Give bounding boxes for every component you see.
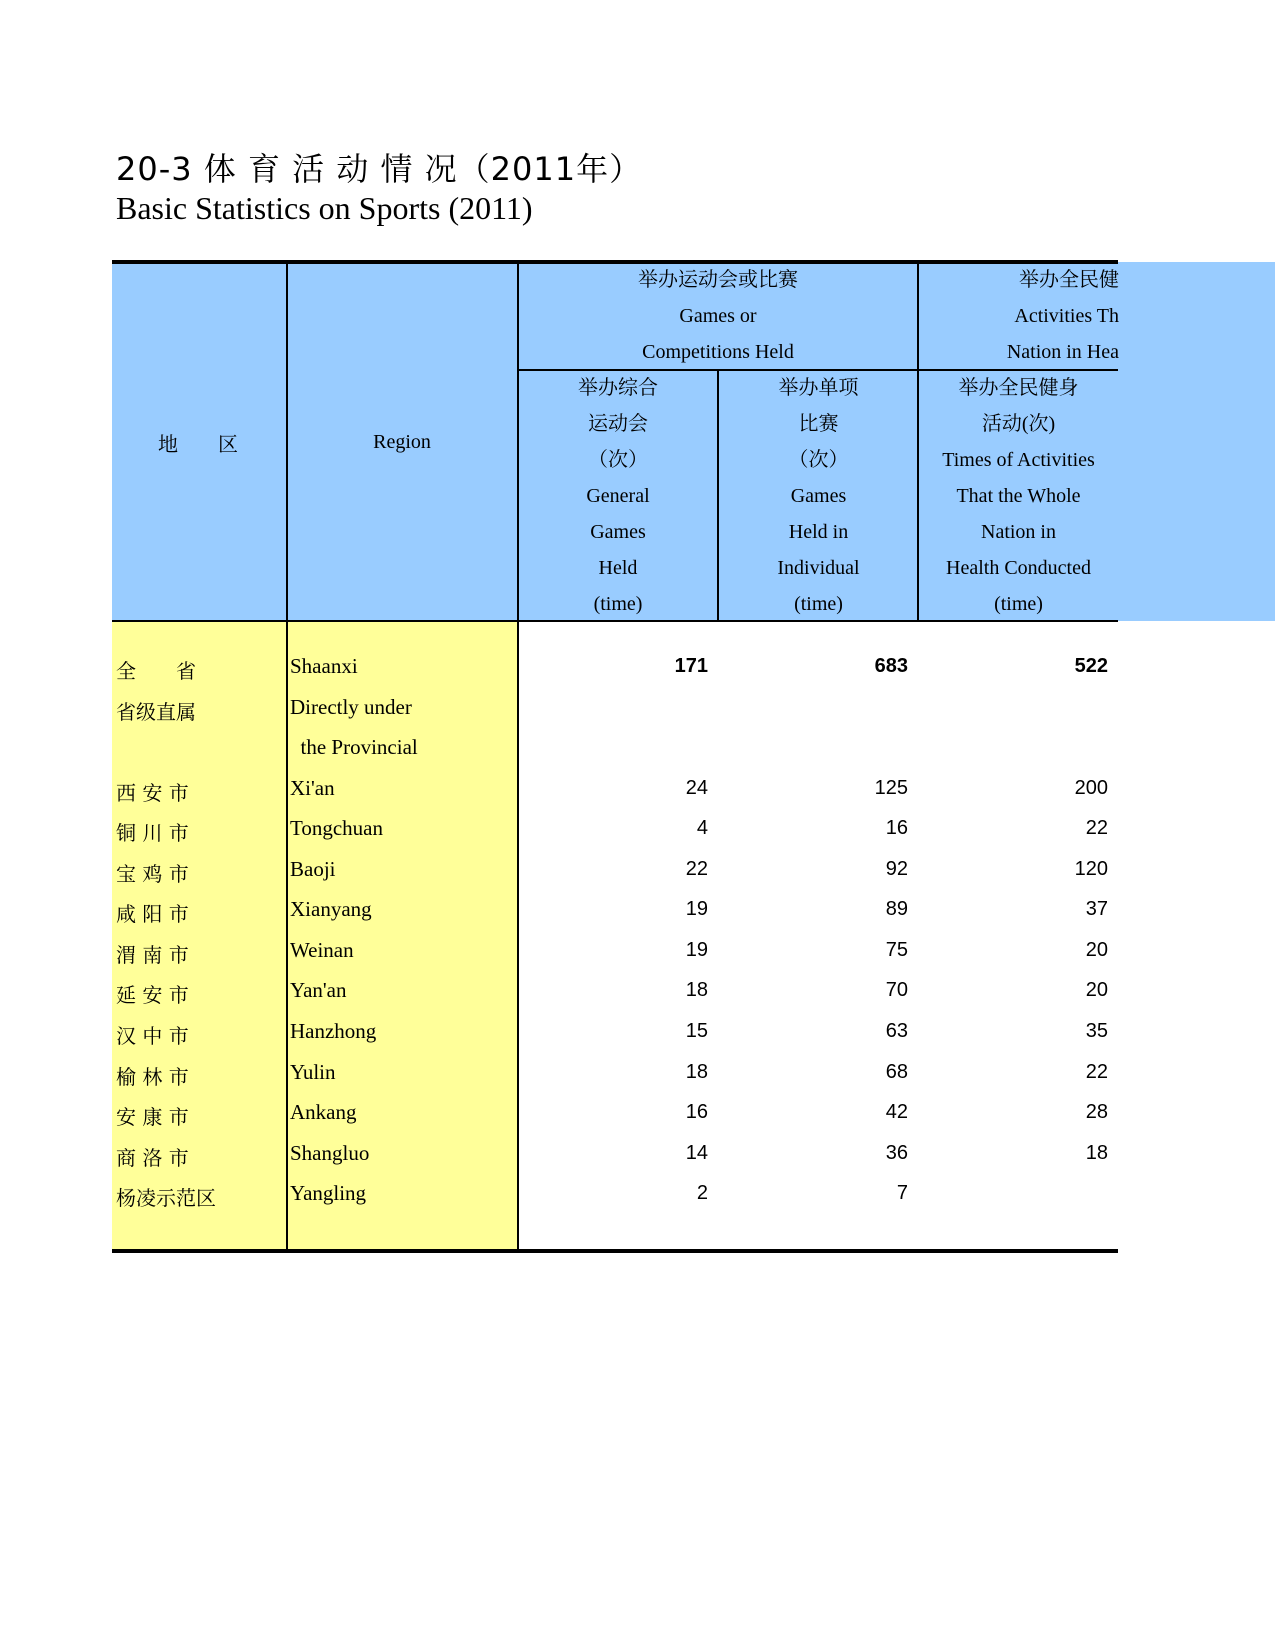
row-region-cn: 咸 阳 市 <box>116 902 189 926</box>
row-value-general: 22 <box>685 858 708 880</box>
row-region-en: Yulin <box>290 1060 336 1084</box>
header-line: 活动(次) <box>981 413 1056 435</box>
row-region-cn: 全 省 <box>116 659 196 683</box>
row-value-individual: 63 <box>885 1020 908 1042</box>
table-bottom-border <box>112 1249 1118 1253</box>
header-line: 举办全民健身 <box>958 377 1079 399</box>
row-value-general: 18 <box>685 1061 708 1083</box>
row-value-individual: 36 <box>885 1142 908 1164</box>
row-region-cn: 延 安 市 <box>116 983 189 1007</box>
row-region-cn: 榆 林 市 <box>116 1065 189 1089</box>
row-value-fitness: 20 <box>1085 979 1108 1001</box>
header-line: (time) <box>994 593 1043 615</box>
header-line: 运动会 <box>588 413 648 435</box>
header-line: 举办全民健 <box>1019 269 1119 291</box>
header-line: (time) <box>794 593 843 615</box>
row-region-en: Ankang <box>290 1100 357 1124</box>
row-region-cn: 西 安 市 <box>116 781 189 805</box>
row-value-general: 4 <box>696 817 708 839</box>
header-line: Health Conducted <box>946 557 1091 579</box>
header-line: Games <box>590 521 646 543</box>
row-region-en: Shaanxi <box>290 654 358 678</box>
row-value-fitness: 200 <box>1074 777 1108 799</box>
col-divider-3 <box>717 370 719 621</box>
row-value-individual: 75 <box>885 939 908 961</box>
row-value-individual: 89 <box>885 898 908 920</box>
row-region-en: the Provincial <box>290 735 418 759</box>
row-region-cn: 渭 南 市 <box>116 943 189 967</box>
row-region-en: Yangling <box>290 1181 367 1205</box>
row-region-en: Tongchuan <box>290 816 384 840</box>
header-line: Activities Th <box>1014 305 1119 327</box>
header-line: Competitions Held <box>642 341 794 363</box>
row-value-individual: 92 <box>885 858 908 880</box>
header-line: (time) <box>593 593 643 615</box>
header-line: That the Whole <box>956 485 1081 507</box>
row-value-fitness: 28 <box>1085 1101 1108 1123</box>
row-value-general: 24 <box>685 777 708 799</box>
header-col-general <box>518 370 718 622</box>
row-region-en: Xi'an <box>290 776 335 800</box>
row-value-general: 14 <box>685 1142 708 1164</box>
page-title-en: Basic Statistics on Sports (2011) <box>116 190 533 226</box>
header-region-en: Region <box>373 431 431 453</box>
header-line: Nation in <box>981 521 1056 543</box>
row-region-en: Weinan <box>290 938 354 962</box>
col-divider-4 <box>917 262 919 621</box>
header-group-games <box>518 262 918 370</box>
row-value-fitness: 37 <box>1085 898 1108 920</box>
row-region-en: Shangluo <box>290 1141 370 1165</box>
row-value-fitness: 20 <box>1085 939 1108 961</box>
row-value-individual: 16 <box>885 817 908 839</box>
header-bottom-border <box>112 620 1118 622</box>
header-line: （次） <box>588 449 648 471</box>
header-col-individual <box>719 370 918 622</box>
row-value-individual: 683 <box>874 655 908 677</box>
header-line: Held <box>598 557 638 579</box>
header-line: Times of Activities <box>942 449 1095 471</box>
row-region-cn: 省级直属 <box>116 700 196 724</box>
row-region-cn: 宝 鸡 市 <box>116 862 189 886</box>
header-line: 比赛 <box>798 413 839 435</box>
header-line: 举办单项 <box>778 377 859 399</box>
header-line: General <box>586 485 650 507</box>
row-value-general: 2 <box>696 1182 708 1204</box>
header-line: Games or <box>679 305 757 327</box>
row-value-individual: 70 <box>885 979 908 1001</box>
row-value-general: 18 <box>685 979 708 1001</box>
row-value-individual: 125 <box>874 777 908 799</box>
row-region-cn: 商 洛 市 <box>116 1146 189 1170</box>
row-value-fitness: 120 <box>1074 858 1108 880</box>
row-region-en: Yan'an <box>290 978 347 1002</box>
header-col-fitness <box>919 370 1118 622</box>
header-line: 举办运动会或比赛 <box>638 269 798 291</box>
header-line: Nation in Hea <box>1006 341 1119 363</box>
row-region-cn: 铜 川 市 <box>116 821 189 845</box>
col-divider-1 <box>286 262 288 1252</box>
col-divider-2 <box>517 262 519 1252</box>
header-line: Games <box>790 485 847 507</box>
row-region-en: Xianyang <box>290 897 372 921</box>
row-region-en: Hanzhong <box>290 1019 377 1043</box>
row-value-individual: 68 <box>885 1061 908 1083</box>
row-value-general: 19 <box>685 939 708 961</box>
row-region-en: Directly under <box>290 695 412 719</box>
row-value-fitness: 35 <box>1085 1020 1108 1042</box>
row-value-general: 15 <box>685 1020 708 1042</box>
header-region-cn: 地 区 <box>158 432 238 456</box>
row-value-general: 19 <box>685 898 708 920</box>
row-region-cn: 杨凌示范区 <box>116 1186 216 1210</box>
row-value-individual: 42 <box>885 1101 908 1123</box>
header-line: （次） <box>788 449 849 471</box>
row-region-en: Baoji <box>290 857 336 881</box>
row-region-cn: 安 康 市 <box>116 1105 189 1129</box>
table-top-border <box>112 260 1118 264</box>
row-value-general: 16 <box>685 1101 708 1123</box>
row-value-fitness: 22 <box>1085 817 1108 839</box>
row-value-individual: 7 <box>896 1182 908 1204</box>
row-value-fitness: 18 <box>1085 1142 1108 1164</box>
row-region-cn: 汉 中 市 <box>116 1024 189 1048</box>
header-line: Held in <box>788 521 849 543</box>
row-value-general: 171 <box>674 655 708 677</box>
row-value-fitness: 22 <box>1085 1061 1108 1083</box>
row-value-fitness: 522 <box>1074 655 1108 677</box>
page-title-cn: 20-3 体 育 活 动 情 况（2011年） <box>116 150 643 188</box>
header-group-fitness <box>919 262 1119 370</box>
header-line: Individual <box>777 557 860 579</box>
group-divider <box>518 369 1118 371</box>
header-line: 举办综合 <box>578 377 658 399</box>
